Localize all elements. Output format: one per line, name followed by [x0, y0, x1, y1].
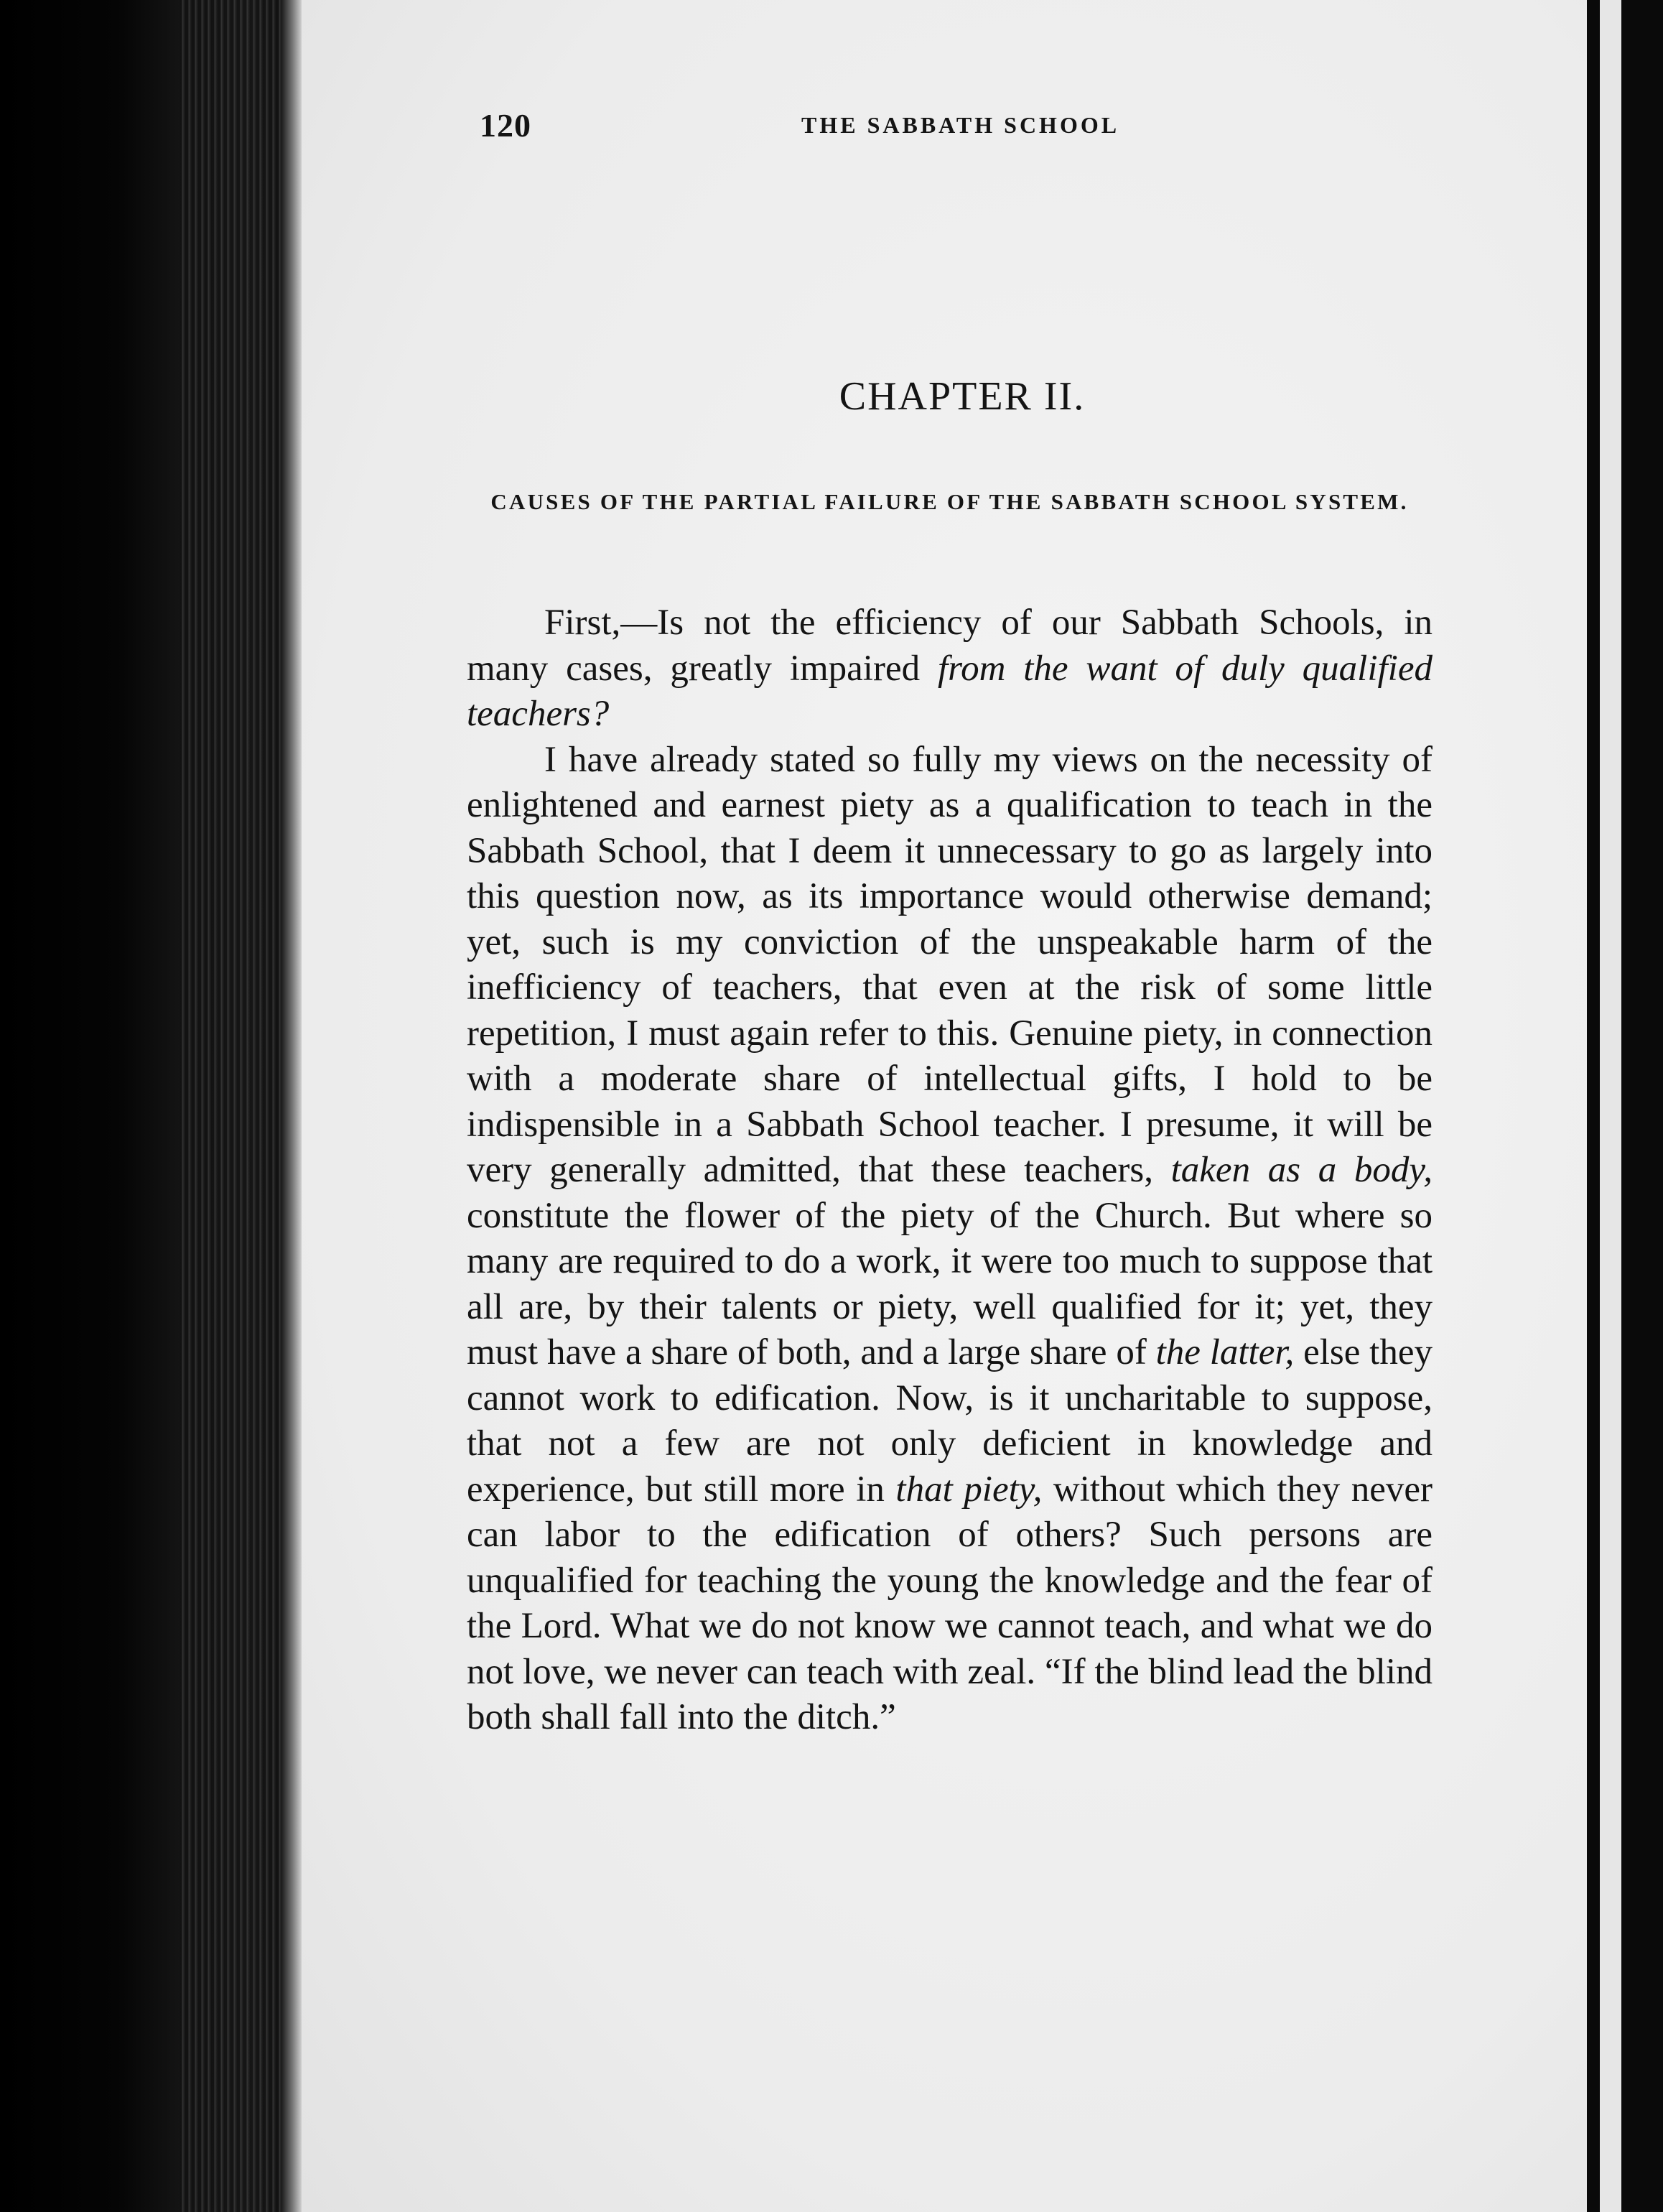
spine-gutter	[281, 0, 302, 2212]
paragraph-second-part1: I have already stated so fully my views on the necessity of enlightened and earnest piety as a qualification to teach in the Sabbath School, that I deem it unnecessary to go as largely into this question now, as its importance would otherwise demand; yet, such is my conviction of the unspeakable harm of the inefficiency of teachers, that even at the risk of some little repetition, I must again refer to this. Genuine piety, in connection with a moderate share of intellectual gifts, I hold to be indispensible in a Sabbath School teacher. I presume, it will be very generally admitted, that these teachers,	[467, 739, 1433, 1190]
chapter-title: CHAPTER II.	[839, 374, 1086, 419]
paragraph-second-italic2: the latter,	[1155, 1332, 1295, 1372]
page-edges	[180, 0, 294, 2212]
chapter-subtitle: CAUSES OF THE PARTIAL FAILURE OF THE SABBATH SCHOOL SYSTEM.	[490, 489, 1409, 514]
paragraph-second-part2: constitute the flower of the piety of the Church. But where so many are required to do a work, it were too much to suppose that all are, by their talents or piety, well qualified for it; yet, they must have a share of both, and a large share of	[467, 1195, 1433, 1372]
running-head	[480, 106, 1485, 149]
paragraph-second-part4: without which they never can labor to the edification of others? Such persons are unqualified for teaching the young the knowledge and the fear of the Lord. What we do not know we cannot teach, and what we do not love, we never can teach with zeal. “If the blind lead the blind both shall fall into the ditch.”	[467, 1469, 1433, 1737]
page-number: 120	[480, 107, 531, 144]
right-page-strip	[1600, 0, 1621, 2212]
paragraph-second-italic3: that piety,	[895, 1469, 1043, 1510]
paragraph-second-part3: else they cannot work to edification. Now, is it uncharitable to suppose, that not a few are not only deficient in knowledge and experience, but still more in	[467, 1332, 1433, 1510]
paragraph-first	[467, 600, 1433, 738]
paragraph-second-italic1: taken as a body,	[1170, 1150, 1433, 1190]
paragraph-first-italic: from the want of duly qualified teachers?	[467, 648, 1433, 734]
running-title: THE SABBATH SCHOOL	[801, 112, 1120, 138]
right-margin-edge	[1587, 0, 1663, 2212]
paragraph-first-text: First,—Is not the efficiency of our Sabbath Schools, in many cases, greatly impaired	[467, 603, 1433, 689]
body-text	[467, 600, 1433, 1741]
paragraph-second	[467, 738, 1433, 1741]
